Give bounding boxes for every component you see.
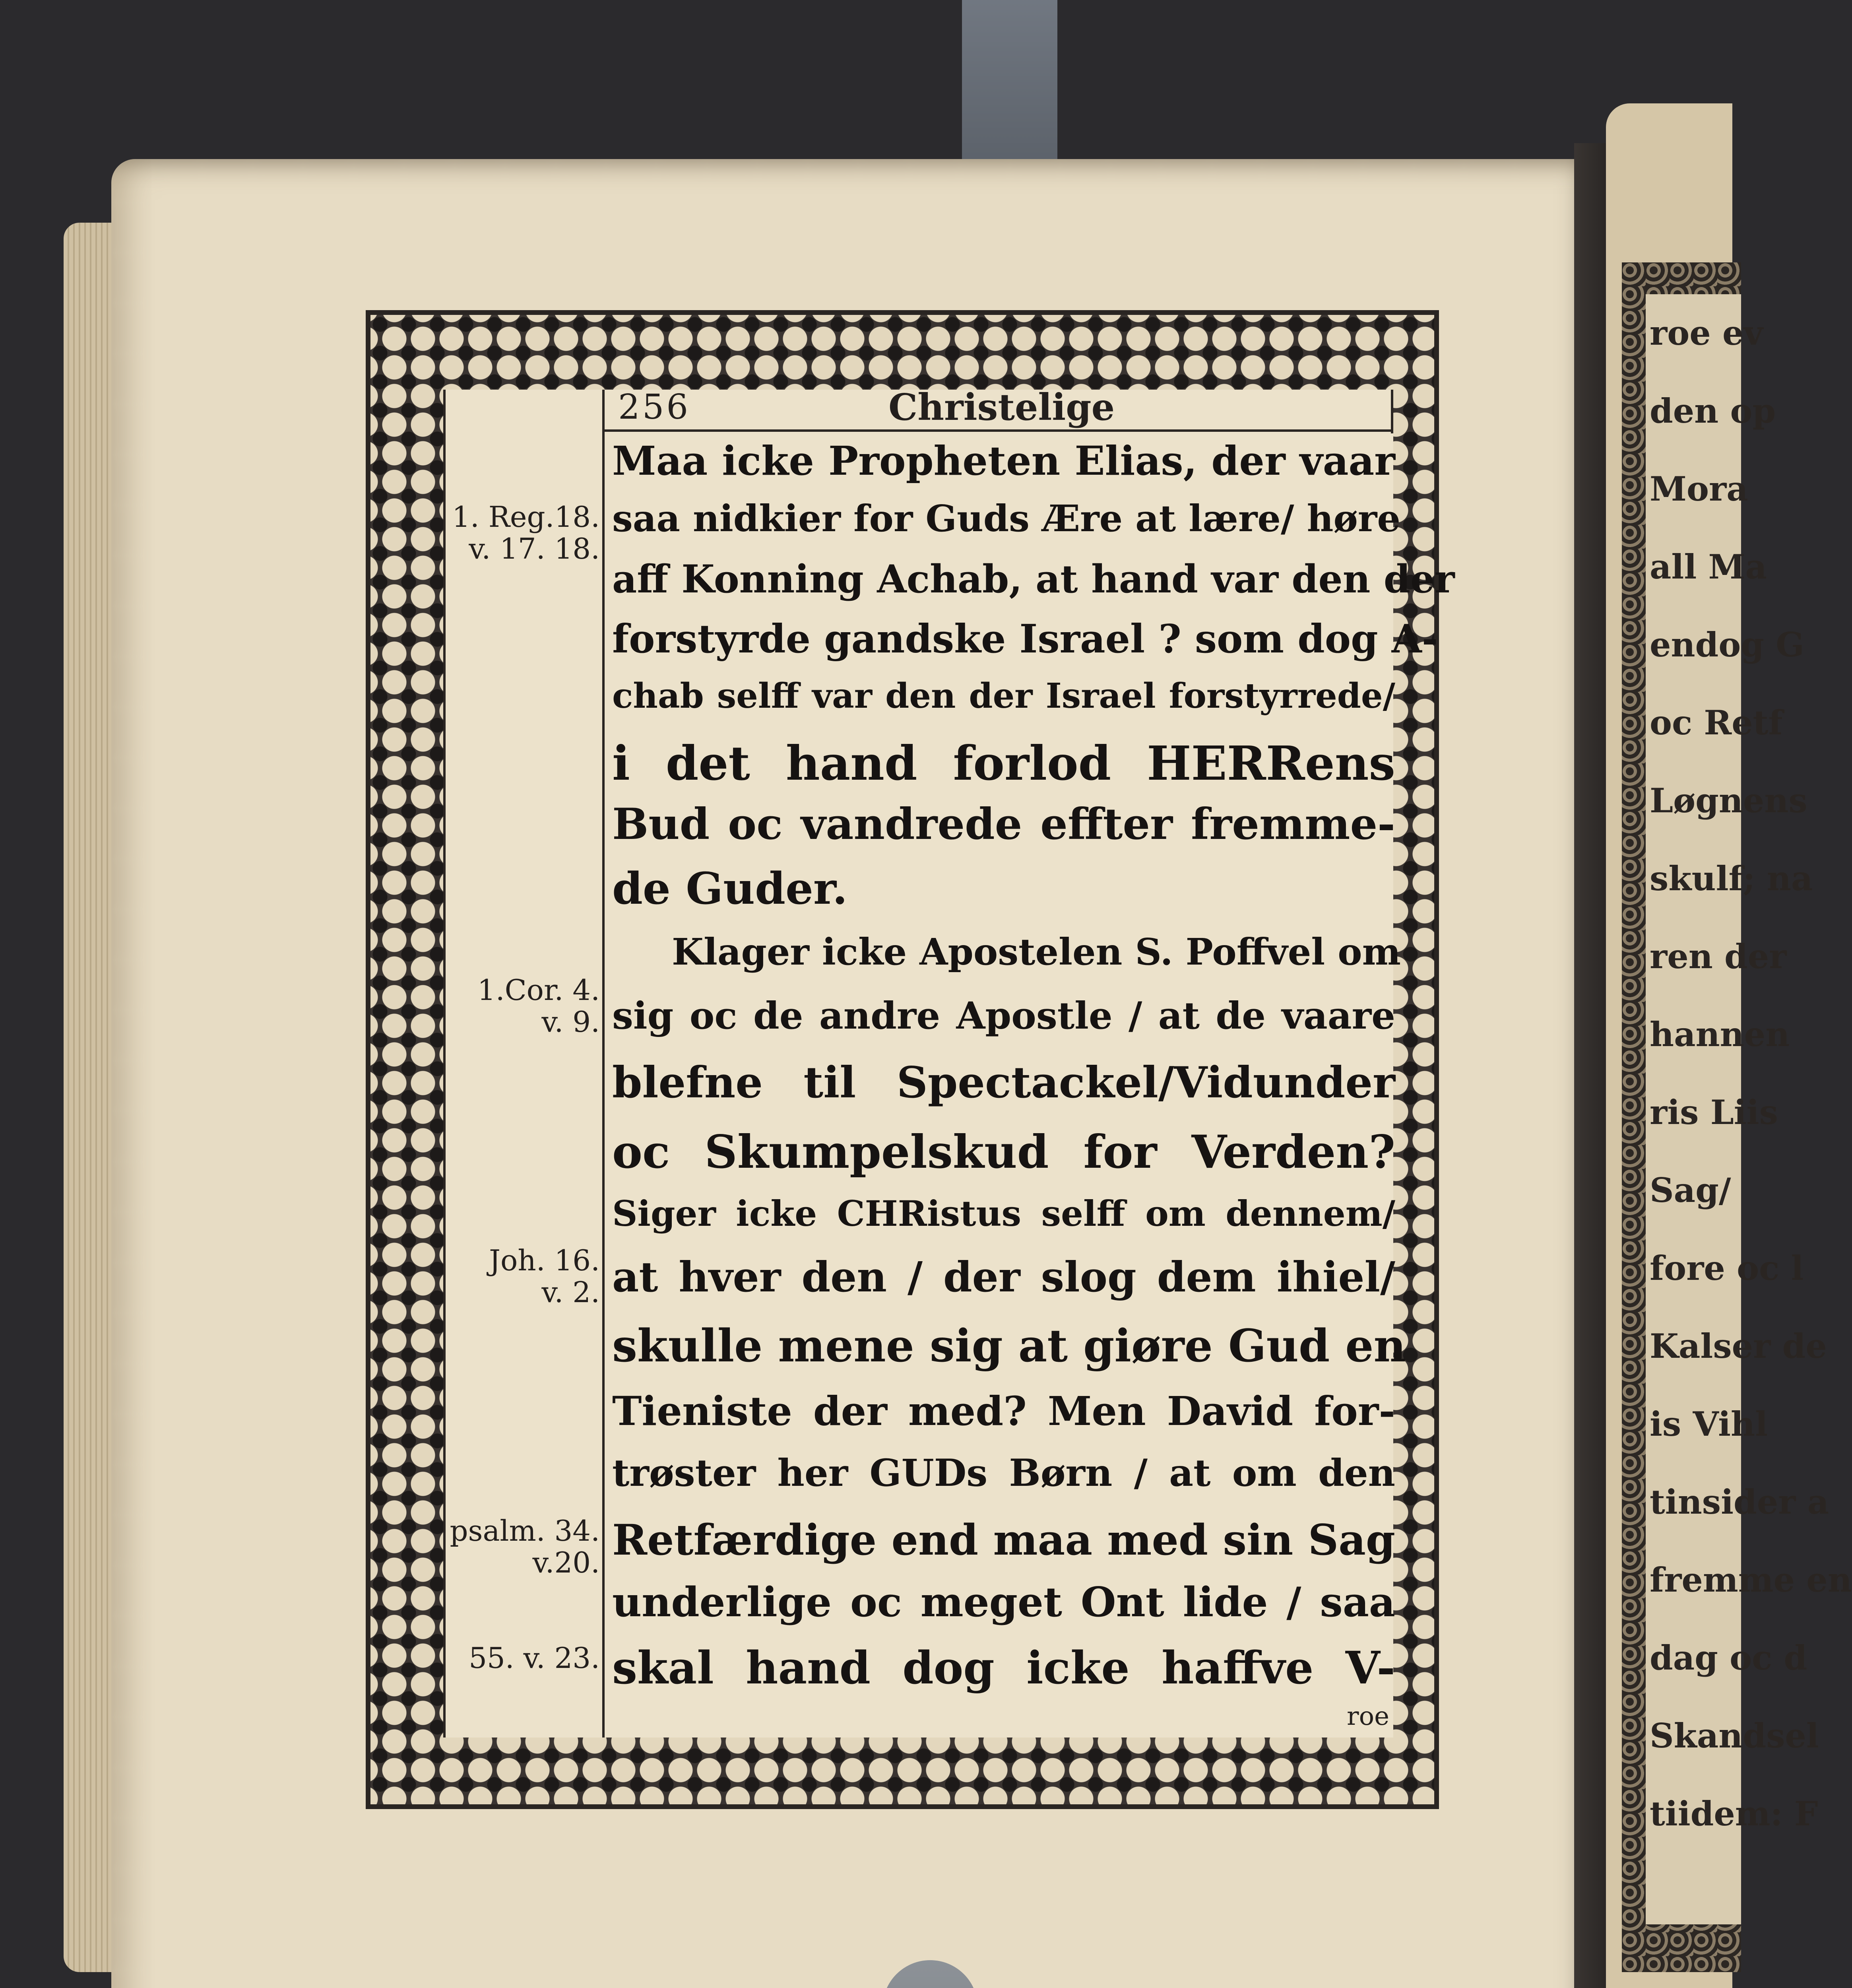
body-line: underlige oc meget Ont lide / saa bbox=[612, 1578, 1395, 1626]
facing-line: tiidem: F bbox=[1650, 1794, 1818, 1833]
margin-note-line: 55. v. 23. bbox=[469, 1641, 600, 1675]
margin-note-line: v.20. bbox=[532, 1546, 600, 1579]
margin-note bbox=[449, 1244, 600, 1308]
facing-line: is Vihl bbox=[1650, 1404, 1768, 1444]
margin-note-line: 1.Cor. 4. bbox=[477, 973, 600, 1007]
facing-line: oc Retf bbox=[1650, 703, 1783, 742]
body-line: aff Konning Achab, at hand var den der bbox=[612, 557, 1455, 602]
body-line: Retfærdige end maa med sin Sag bbox=[612, 1515, 1395, 1565]
facing-line: fore oc l bbox=[1650, 1248, 1804, 1288]
facing-line: dag oc d bbox=[1650, 1638, 1807, 1677]
margin-note bbox=[449, 1515, 600, 1578]
catchword: roe bbox=[1347, 1702, 1389, 1731]
facing-line: ren der bbox=[1650, 937, 1787, 976]
facing-line: Løgnens bbox=[1650, 781, 1807, 820]
body-line: oc Skumpelskud for Verden? bbox=[612, 1125, 1395, 1178]
margin-rule-left bbox=[443, 390, 446, 1738]
facing-line: den op bbox=[1650, 391, 1776, 431]
facing-line: Skandsel bbox=[1650, 1716, 1819, 1755]
facing-line: Sag/ bbox=[1650, 1171, 1731, 1210]
body-line: Siger icke CHRistus selff om dennem/ bbox=[612, 1193, 1395, 1234]
facing-line: Kalser de bbox=[1650, 1326, 1827, 1366]
margin-note bbox=[449, 501, 600, 565]
facing-line: hannen bbox=[1650, 1015, 1790, 1054]
page-number: 256 bbox=[618, 387, 691, 427]
body-line: skulle mene sig at giøre Gud en bbox=[612, 1320, 1406, 1372]
body-line: Bud oc vandrede effter fremme- bbox=[612, 799, 1395, 849]
head-rule bbox=[602, 429, 1393, 432]
facing-line: all Ma bbox=[1650, 547, 1767, 586]
facing-line: fremme en bbox=[1650, 1560, 1852, 1600]
body-line: blefne til Spectackel/Vidunder bbox=[612, 1058, 1395, 1108]
body-line: de Guder. bbox=[612, 863, 848, 914]
margin-note-line: v. 9. bbox=[541, 1005, 600, 1039]
running-head: Christelige bbox=[888, 386, 1115, 429]
facing-line: roe ev bbox=[1650, 313, 1763, 353]
facing-line: skulf; na bbox=[1650, 859, 1813, 898]
facing-line: endog G bbox=[1650, 625, 1804, 664]
facing-line: Mora bbox=[1650, 469, 1748, 509]
margin-note-line: v. 17. 18. bbox=[469, 532, 600, 565]
body-line: chab selff var den der Israel forstyrrede/ bbox=[612, 676, 1395, 716]
body-line: trøster her GUDs Børn / at om den bbox=[612, 1451, 1395, 1495]
head-rule-right bbox=[1391, 390, 1393, 433]
facing-page bbox=[1606, 103, 1852, 1988]
margin-note bbox=[449, 1642, 600, 1674]
margin-note-line: Joh. 16. bbox=[489, 1244, 600, 1277]
margin-note-line: v. 2. bbox=[541, 1276, 600, 1309]
body-line: Maa icke Propheten Elias, der vaar bbox=[612, 437, 1395, 484]
facing-line: ris Liis bbox=[1650, 1093, 1778, 1132]
margin-note-line: psalm. 34. bbox=[450, 1514, 600, 1547]
body-line: saa nidkier for Guds Ære at lære/ høre bbox=[612, 497, 1400, 540]
text-block bbox=[443, 386, 1455, 1738]
body-line: Klager icke Apostelen S. Poffvel om bbox=[672, 930, 1401, 973]
body-line: i det hand forlod HERRens bbox=[612, 736, 1395, 791]
body-line: at hver den / der slog dem ihiel/ bbox=[612, 1252, 1395, 1301]
body-line: Tieniste der med? Men David for- bbox=[612, 1388, 1395, 1435]
body-line: skal hand dog icke haffve V- bbox=[612, 1642, 1395, 1694]
margin-note-line: 1. Reg.18. bbox=[452, 500, 600, 534]
body-line: sig oc de andre Apostle / at de vaare bbox=[612, 994, 1395, 1038]
margin-note bbox=[449, 974, 600, 1038]
body-line: forstyrde gandske Israel ? som dog A- bbox=[612, 616, 1438, 662]
facing-line: tinsider a bbox=[1650, 1482, 1829, 1522]
margin-rule-column bbox=[602, 390, 605, 1738]
facing-page-text bbox=[1646, 294, 1852, 1924]
